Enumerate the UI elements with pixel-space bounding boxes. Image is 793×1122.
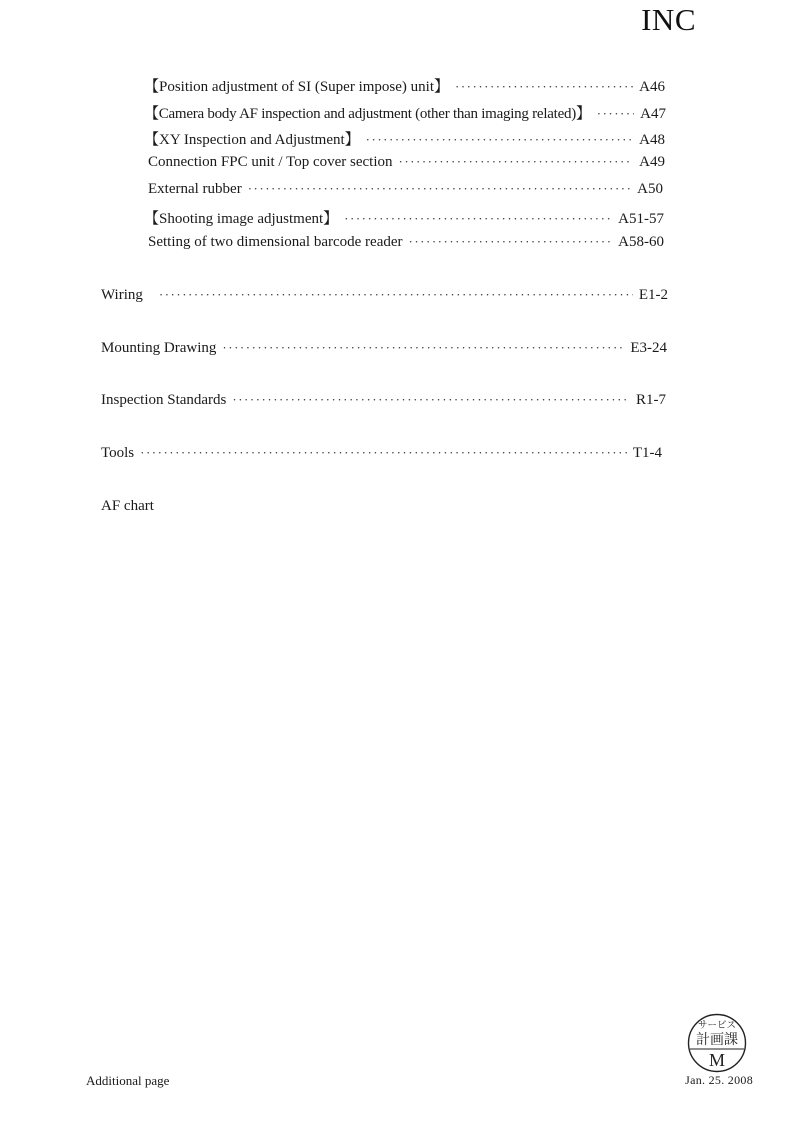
toc-entry-page: A50 bbox=[637, 181, 663, 197]
dot-leader bbox=[344, 212, 612, 225]
dot-leader bbox=[159, 288, 633, 301]
toc-entry-title: 【Position adjustment of SI (Super impose) unit】 bbox=[144, 79, 449, 95]
dot-leader bbox=[409, 235, 613, 248]
toc-entry-page: A58-60 bbox=[618, 234, 664, 250]
toc-entry-page: A51-57 bbox=[618, 211, 664, 227]
toc-entry-page: A48 bbox=[639, 132, 665, 148]
dot-leader bbox=[248, 182, 631, 195]
dot-leader bbox=[399, 155, 634, 168]
dot-leader bbox=[222, 341, 624, 354]
toc-entry-page: R1-7 bbox=[636, 392, 666, 408]
department-stamp bbox=[687, 1013, 747, 1073]
toc-entry bbox=[144, 207, 664, 228]
toc-entry-title: Inspection Standards bbox=[101, 392, 227, 408]
toc-entry bbox=[148, 181, 663, 198]
toc-entry-page: E3-24 bbox=[630, 340, 667, 356]
toc-entry-title: 【Shooting image adjustment】 bbox=[144, 211, 339, 227]
dot-leader bbox=[455, 80, 633, 93]
dot-leader bbox=[597, 107, 634, 120]
document-code: INC bbox=[641, 2, 696, 37]
toc-entry-page: T1-4 bbox=[632, 445, 662, 461]
toc-entry bbox=[144, 102, 666, 123]
toc-entry-title: External rubber bbox=[148, 181, 242, 197]
toc-entry-title: 【Camera body AF inspection and adjustment (other than imaging related)】 bbox=[144, 106, 591, 122]
toc-entry bbox=[101, 287, 668, 304]
toc-entry-page: E1-2 bbox=[638, 287, 668, 303]
toc-entry bbox=[148, 234, 664, 251]
toc-entry-title: Mounting Drawing bbox=[101, 340, 217, 356]
toc-entry bbox=[144, 75, 665, 96]
toc-entry-page: A47 bbox=[640, 106, 666, 122]
stamp-middle-text: 計画課 bbox=[696, 1032, 738, 1048]
toc-entry-title: Setting of two dimensional barcode reader bbox=[148, 234, 403, 250]
toc-af-chart: AF chart bbox=[101, 498, 154, 514]
stamp-bottom-text: M bbox=[708, 1050, 726, 1070]
toc-entry bbox=[101, 392, 666, 409]
toc-entry bbox=[148, 154, 665, 171]
toc-entry bbox=[144, 128, 665, 149]
toc-entry bbox=[101, 445, 662, 462]
toc-entry-title: Connection FPC unit / Top cover section bbox=[148, 154, 393, 170]
toc-entry-title: Tools bbox=[101, 445, 135, 461]
footer-date: Jan. 25. 2008 bbox=[685, 1073, 753, 1087]
toc-entry bbox=[101, 340, 667, 357]
toc-entry-page: A49 bbox=[639, 154, 665, 170]
toc-entry-title: Wiring bbox=[101, 287, 143, 303]
toc-entry-page: A46 bbox=[639, 79, 665, 95]
footer-additional-page: Additional page bbox=[86, 1073, 170, 1088]
stamp-top-text: サービス bbox=[697, 1020, 737, 1031]
toc-entry-title: 【XY Inspection and Adjustment】 bbox=[144, 132, 360, 148]
dot-leader bbox=[232, 393, 630, 406]
dot-leader bbox=[366, 133, 633, 146]
dot-leader bbox=[140, 446, 627, 459]
